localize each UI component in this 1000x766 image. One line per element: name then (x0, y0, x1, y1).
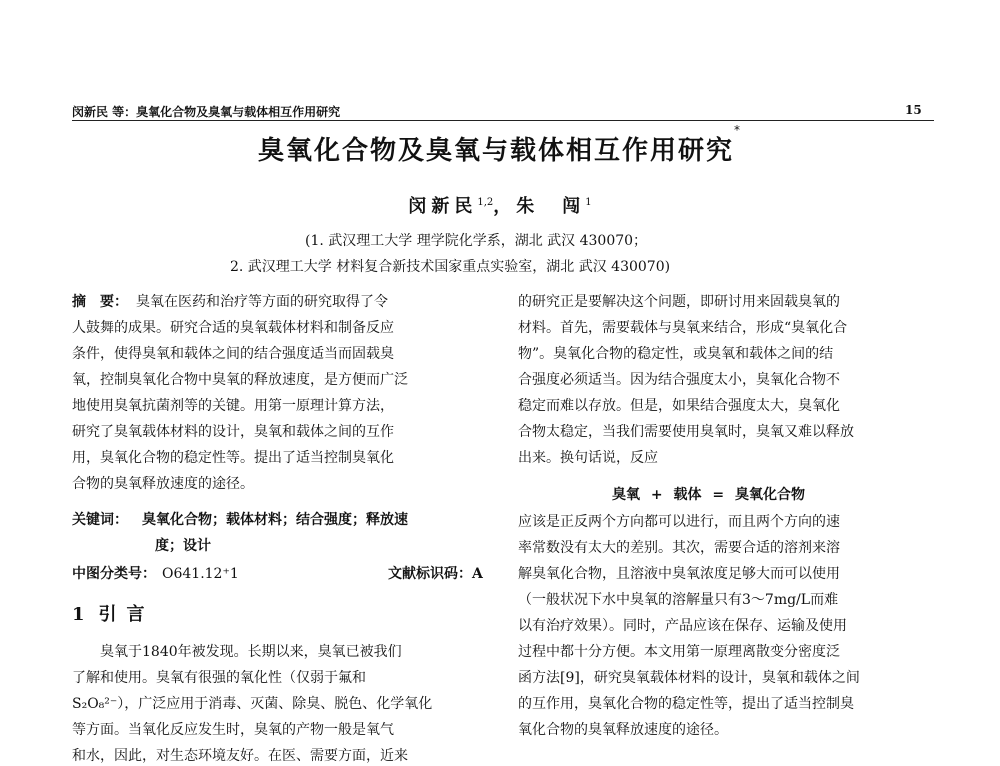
running-header-left: 闵新民 等：臭氧化合物及臭氧与载体相互作用研究 (72, 105, 341, 119)
body-line: 解臭氧化合物，且溶液中臭氧浓度足够大而可以使用 (518, 566, 840, 582)
abstract-line: 人鼓舞的成果。研究合适的臭氧载体材料和制备反应 (72, 320, 394, 336)
body-line: 物”。臭氧化合物的稳定性，或臭氧和载体之间的结 (518, 346, 834, 362)
author-2: 朱 闯 (516, 196, 586, 217)
keywords-line-2: 度；设计 (155, 538, 211, 554)
author-1-affil: 1,2 (477, 197, 494, 208)
doc-code-value: A (472, 566, 483, 582)
body-line: 合物太稳定，当我们需要使用臭氧时，臭氧又难以释放 (518, 424, 854, 440)
body-line: 稳定而难以存放。但是，如果结合强度太大，臭氧化 (518, 398, 840, 414)
abstract-line: 合物的臭氧释放速度的途径。 (72, 476, 254, 492)
body-line: 材料。首先，需要载体与臭氧来结合，形成“臭氧化合 (518, 320, 848, 336)
section-number: 1 (72, 604, 85, 625)
body-line: 以有治疗效果）。同时，产品应该在保存、运输及使用 (518, 618, 847, 634)
affiliation-1: (1. 武汉理工大学 理学院化学系，湖北 武汉 430070； (305, 233, 648, 249)
abstract-line: 研究了臭氧载体材料的设计，臭氧和载体之间的互作 (72, 424, 394, 440)
body-line: （一般状况下水中臭氧的溶解量只有3～7mg/L而难 (518, 592, 839, 608)
abstract-line: 氧，控制臭氧化合物中臭氧的释放速度，是方便而广泛 (72, 372, 408, 388)
doc-code-label: 文献标识码： (388, 566, 472, 582)
intro-line: 等方面。当氧化反应发生时，臭氧的产物一般是氧气 (72, 722, 394, 738)
abstract-line: 地使用臭氧抗菌剂等的关键。用第一原理计算方法， (72, 398, 394, 414)
author-1: 闵新民 (408, 196, 478, 217)
authors (0, 192, 1000, 218)
intro-line: S₂O₈²⁻），广泛应用于消毒、灭菌、除臭、脱色、化学氧化 (72, 696, 433, 712)
body-line: 的研究正是要解决这个问题，即研讨用来固载臭氧的 (518, 294, 840, 310)
intro-line: 和水，因此，对生态环境友好。在医、需要方面，近来 (72, 748, 408, 764)
abstract-line (72, 292, 388, 312)
doc-code-line (388, 564, 483, 584)
body-line: 应该是正反两个方向都可以进行，而且两个方向的速 (518, 514, 840, 530)
body-line: 的互作用，臭氧化合物的稳定性等，提出了适当控制臭 (518, 696, 854, 712)
author-separator: ， (493, 196, 517, 217)
body-line: 函方法[9]，研究臭氧载体材料的设计，臭氧和载体之间 (518, 670, 860, 686)
reaction-formula: 臭氧 + 载体 = 臭氧化合物 (612, 487, 805, 503)
classification-label: 中图分类号： (72, 566, 156, 582)
body-line: 氧化合物的臭氧释放速度的途径。 (518, 722, 728, 738)
classification-value: O641.12⁺1 (162, 566, 239, 582)
body-line: 过程中都十分方便。本文用第一原理离散变分密度泛 (518, 644, 840, 660)
header-rule (72, 120, 934, 121)
intro-line: 了解和使用。臭氧有很强的氧化性（仅弱于氟和 (72, 670, 366, 686)
title-text: 臭氧化合物及臭氧与载体相互作用研究 (257, 136, 734, 166)
keywords-line (72, 510, 408, 530)
abstract-line: 条件，使得臭氧和载体之间的结合强度适当而固载臭 (72, 346, 394, 362)
section-title: 引言 (98, 604, 155, 625)
body-line: 合强度必须适当。因为结合强度太小，臭氧化合物不 (518, 372, 840, 388)
section-heading (72, 600, 155, 626)
keywords-label: 关键词： (72, 512, 128, 528)
paper-title (0, 123, 1000, 167)
abstract-first-line: 臭氧在医药和治疗等方面的研究取得了令 (136, 294, 388, 310)
body-line: 率常数没有太大的差别。其次，需要合适的溶剂来溶 (518, 540, 840, 556)
body-line: 出来。换句话说，反应 (518, 450, 658, 466)
affiliation-2: 2. 武汉理工大学 材料复合新技术国家重点实验室，湖北 武汉 430070) (230, 259, 671, 275)
abstract-line: 用，臭氧化合物的稳定性等。提出了适当控制臭氧化 (72, 450, 394, 466)
keywords-text: 臭氧化合物；载体材料；结合强度；释放速 (142, 512, 408, 528)
abstract-label: 摘 要： (72, 294, 128, 310)
classification-line (72, 564, 239, 584)
intro-line: 臭氧于1840年被发现。长期以来，臭氧已被我们 (100, 644, 402, 660)
page-number: 15 (905, 103, 922, 117)
title-footnote-mark: * (734, 123, 742, 137)
author-2-affil: 1 (585, 197, 592, 208)
